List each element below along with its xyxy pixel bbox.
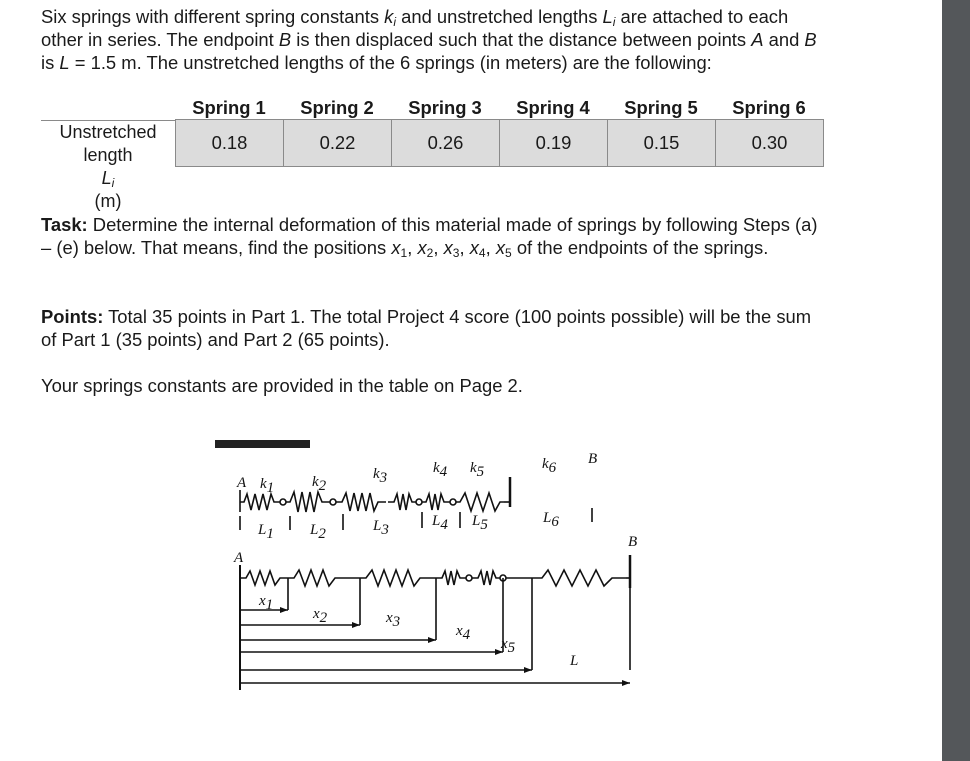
- label-k6: k6: [542, 456, 557, 476]
- label-x3: x3: [386, 610, 401, 630]
- springs-diagram: [210, 430, 640, 700]
- label-k1: k1: [260, 476, 275, 496]
- unstretched-springs: [240, 477, 592, 530]
- label-x2: x2: [313, 606, 328, 626]
- label-x1: x1: [259, 593, 274, 613]
- table-value-row: [175, 119, 824, 167]
- table-cell: 0.22: [284, 120, 392, 166]
- label-x4: x4: [456, 623, 471, 643]
- label-L6: L6: [543, 510, 559, 530]
- label-L3: L3: [373, 518, 389, 538]
- label-k2: k2: [312, 474, 327, 494]
- table-header-row: [175, 96, 823, 120]
- table-header: Spring 5: [624, 97, 698, 118]
- table-header: Spring 6: [732, 97, 806, 118]
- task-paragraph: Task: Determine the internal deformation of this material made of springs by following Steps (a) – (e) below. That means, find the positions $x_1$, $x_2$, $x_3$, $x_4$, $x_5$ of the endpoints of the springs.: [41, 214, 818, 260]
- label-k5: k5: [470, 460, 485, 480]
- label-k3: k3: [373, 466, 388, 486]
- table-row-label: Unstretched length $L_i$ (m): [41, 120, 175, 167]
- label-A-bottom: A: [234, 550, 244, 566]
- table-cell: 0.30: [751, 132, 788, 153]
- label-L5: L5: [472, 513, 488, 533]
- points-paragraph: Points: Total 35 points in Part 1. The total Project 4 score (100 points possible) will be the sum of Part 1 (35 points) and Part 2 (65 points).: [41, 306, 812, 350]
- label-k4: k4: [433, 460, 448, 480]
- label-L-total: L: [570, 653, 579, 669]
- table-cell: 0.19: [500, 120, 608, 166]
- label-x5: x5: [501, 636, 516, 656]
- intro-paragraph: Six springs with different spring constants $k_i$ and unstretched lengths $L_i$ are attached to each other in series. The endpoint B is then displaced such that the distance between points A and B is L = 1.5 m. The unstretched lengths of the 6 springs (in meters) are the following:: [41, 6, 817, 73]
- note-paragraph: Your springs constants are provided in the table on Page 2.: [41, 375, 523, 396]
- stretched-springs: [240, 555, 630, 690]
- table-header: Spring 1: [192, 97, 266, 118]
- table-header: Spring 2: [300, 97, 374, 118]
- table-cell: 0.26: [392, 120, 500, 166]
- label-L4: L4: [432, 513, 448, 533]
- table-cell: 0.18: [176, 120, 284, 166]
- viewer-scrollbar[interactable]: [942, 0, 970, 761]
- table-header: Spring 3: [408, 97, 482, 118]
- arrowheads: [280, 607, 630, 686]
- label-A-top: A: [237, 475, 247, 491]
- table-cell: 0.15: [608, 120, 716, 166]
- label-B-top: B: [588, 451, 598, 467]
- top-bar: [215, 440, 310, 448]
- table-header: Spring 4: [516, 97, 590, 118]
- label-L2: L2: [310, 522, 326, 542]
- label-L1: L1: [258, 522, 274, 542]
- label-B-bottom: B: [628, 534, 638, 550]
